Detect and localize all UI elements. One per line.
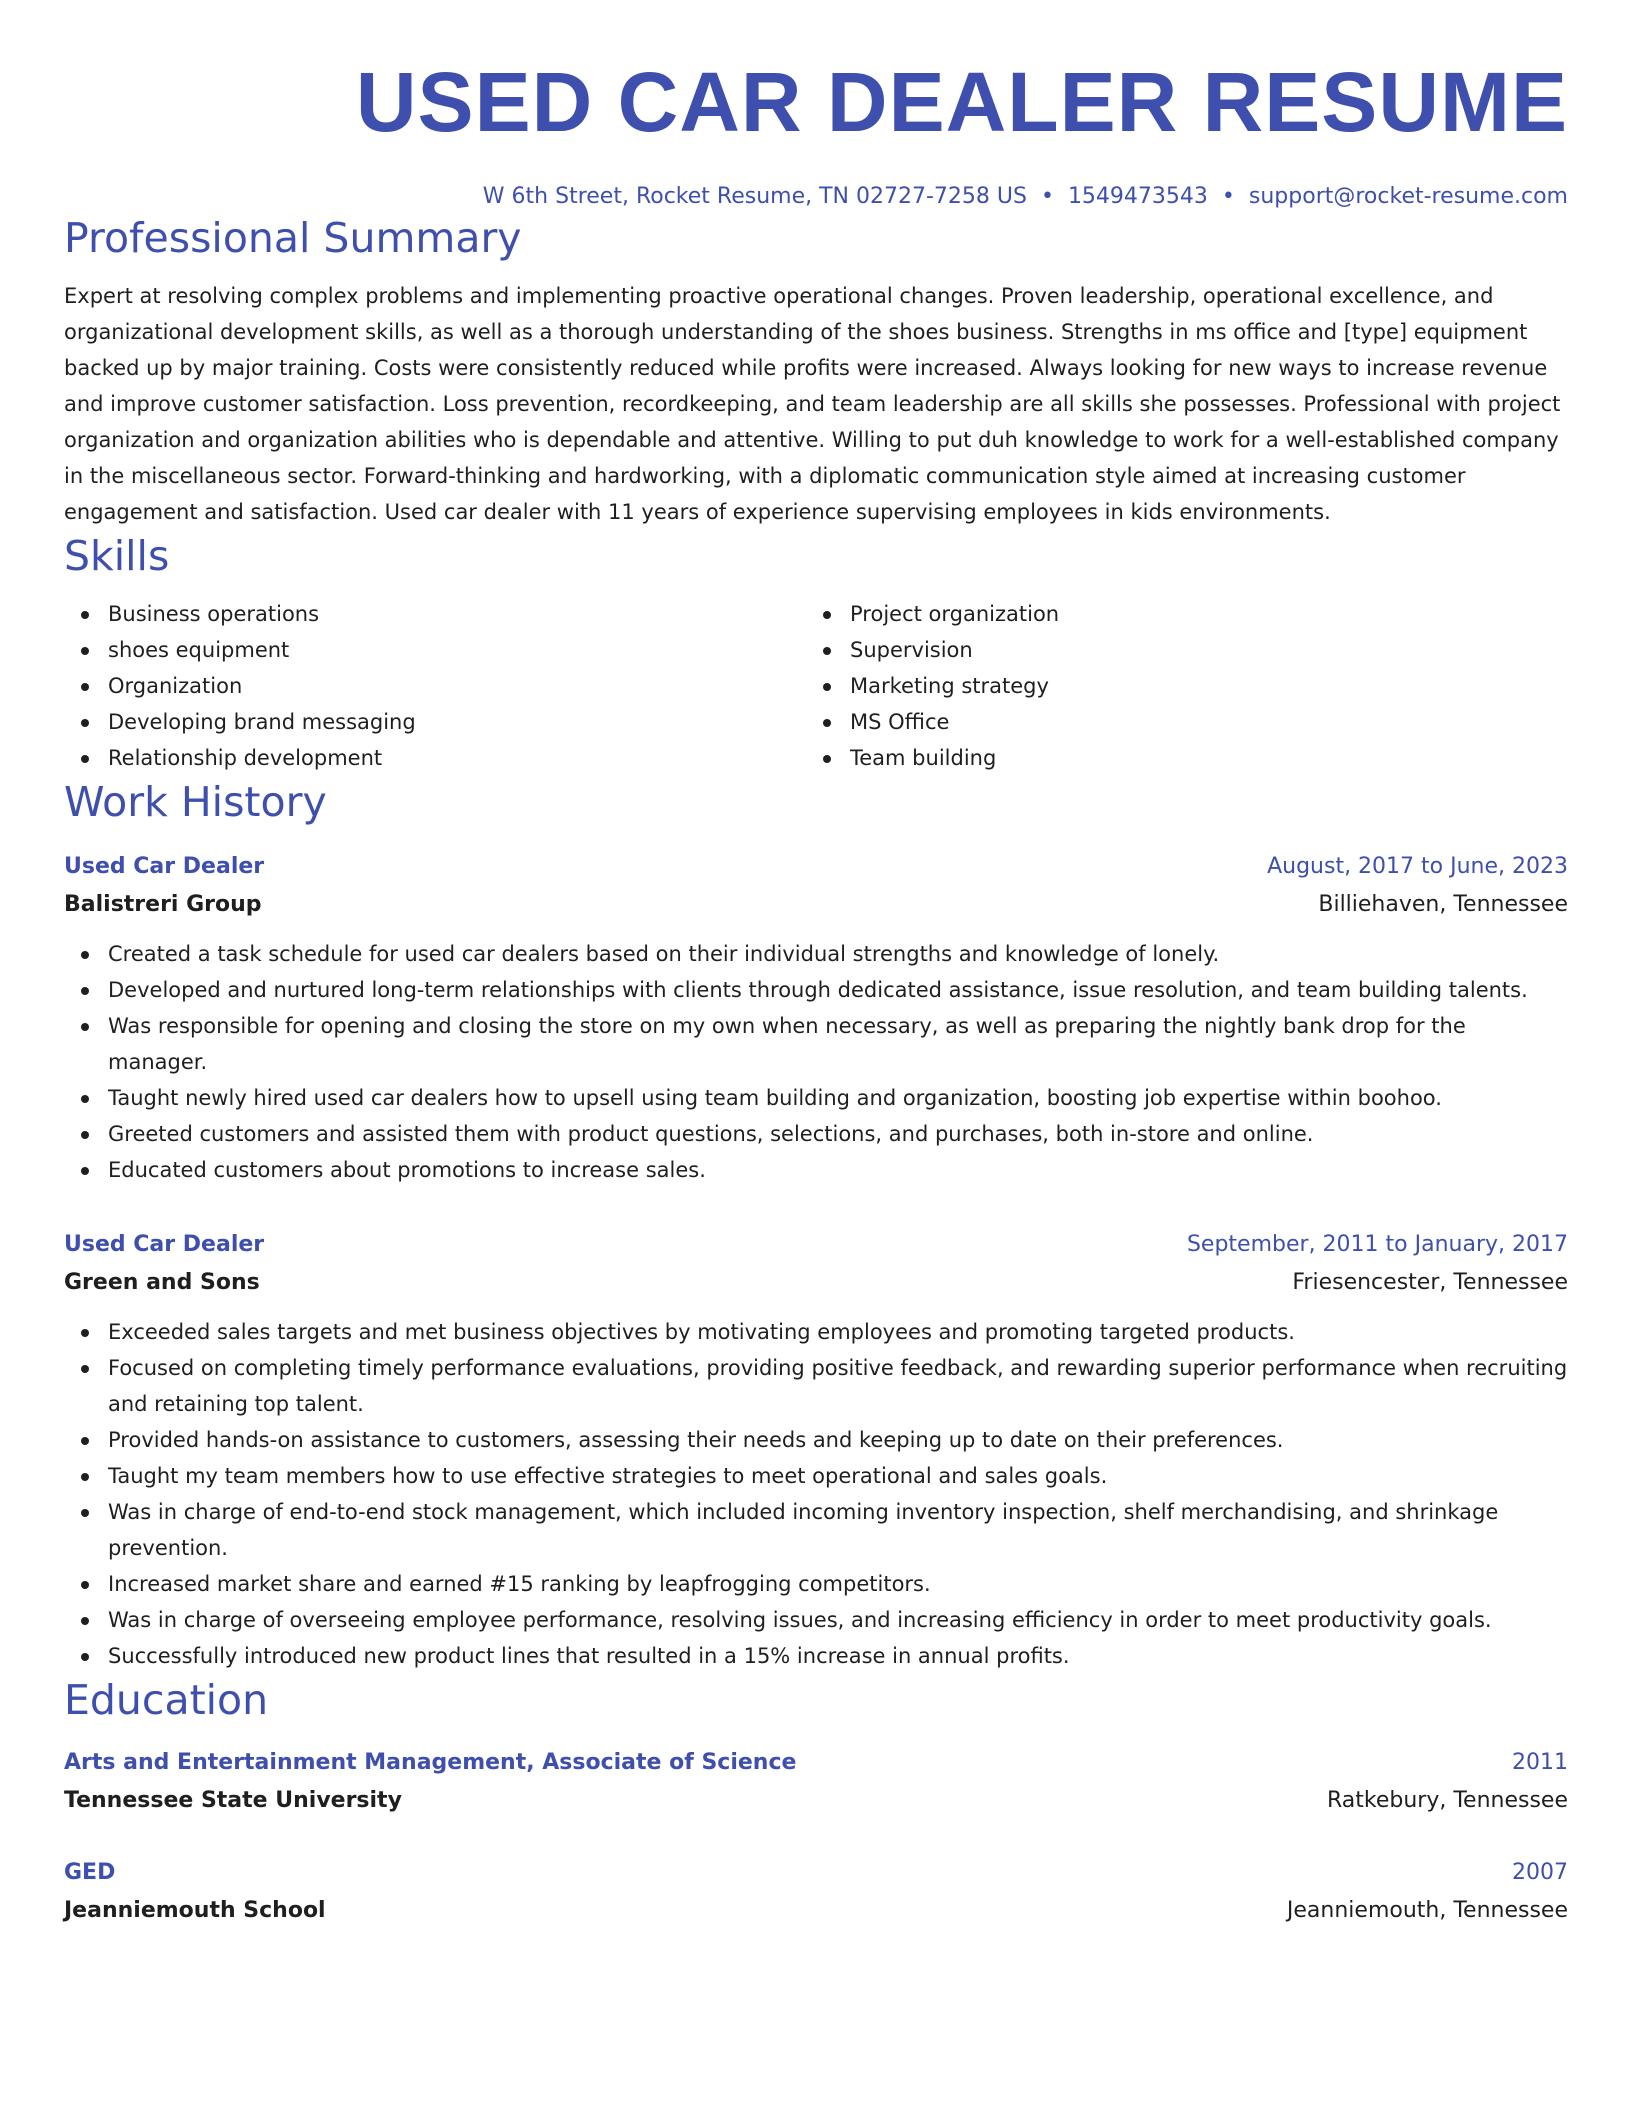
education-school: Tennessee State University xyxy=(64,1788,402,1813)
skill-item: shoes equipment xyxy=(64,632,806,668)
work-history-heading: Work History xyxy=(64,778,327,826)
job-location: Friesencester, Tennessee xyxy=(1292,1270,1568,1295)
job-role: Used Car Dealer xyxy=(64,854,265,879)
skill-item: Marketing strategy xyxy=(806,668,1548,704)
summary-text: Expert at resolving complex problems and implementing proactive operational changes. Proven leadership, operational excellence, and organizational development skills, as well as a thorough understanding of the shoes business. Strengths in ms office and [type] equipment backed up by major training. Costs were consistently reduced while profits were increased. Always looking for new ways to increase revenue and improve customer satisfaction. Loss prevention, recordkeeping, and team leadership are all skills she possesses. Professional with project organization and organization abilities who is dependable and attentive. Willing to put duh knowledge to work for a well-established company in the miscellaneous sector. Forward-thinking and hardworking, with a diplomatic communication style aimed at increasing customer engagement and satisfaction. Used car dealer with 11 years of experience supervising employees in kids environments. xyxy=(64,284,1561,524)
job-location: Billiehaven, Tennessee xyxy=(1318,892,1568,917)
skills-column-right xyxy=(806,596,1548,776)
skill-item: Project organization xyxy=(806,596,1548,632)
job-company: Green and Sons xyxy=(64,1270,260,1295)
education-entry xyxy=(64,1856,1568,1928)
job-bullet: Focused on completing timely performance evaluations, providing positive feedback, and rewarding superior performance when recruiting and retaining top talent. xyxy=(64,1350,1568,1422)
job-bullet: Greeted customers and assisted them with product questions, selections, and purchases, both in-store and online. xyxy=(64,1116,1568,1152)
job-dates: September, 2011 to January, 2017 xyxy=(1186,1232,1568,1257)
job-bullet: Was responsible for opening and closing the store on my own when necessary, as well as preparing the nightly bank drop for the manager. xyxy=(64,1008,1568,1080)
job-bullets xyxy=(64,936,1568,1188)
job-header xyxy=(64,850,1568,884)
job-subheader xyxy=(64,1266,1568,1300)
job-role: Used Car Dealer xyxy=(64,1232,265,1257)
job-subheader xyxy=(64,888,1568,922)
education-year: 2007 xyxy=(1512,1860,1568,1885)
skill-item: Team building xyxy=(806,740,1548,776)
job-entry xyxy=(64,1228,1568,1674)
contact-line xyxy=(64,182,1568,212)
contact-phone: 1549473543 xyxy=(1067,184,1208,209)
contact-separator: • xyxy=(1221,184,1235,209)
contact-address: W 6th Street, Rocket Resume, TN 02727-7258 US xyxy=(482,184,1027,209)
education-year: 2011 xyxy=(1512,1750,1568,1775)
skills-list xyxy=(64,596,1568,776)
contact-separator: • xyxy=(1040,184,1054,209)
education-location: Jeanniemouth, Tennessee xyxy=(1286,1898,1568,1923)
skill-item: Relationship development xyxy=(64,740,806,776)
job-bullet: Increased market share and earned #15 ranking by leapfrogging competitors. xyxy=(64,1566,1568,1602)
education-degree: GED xyxy=(64,1860,116,1885)
job-dates: August, 2017 to June, 2023 xyxy=(1267,854,1568,879)
job-bullet: Created a task schedule for used car dealers based on their individual strengths and knowledge of lonely. xyxy=(64,936,1568,972)
education-location: Ratkebury, Tennessee xyxy=(1326,1788,1568,1813)
job-company: Balistreri Group xyxy=(64,892,262,917)
job-entry xyxy=(64,850,1568,1188)
skill-item: Business operations xyxy=(64,596,806,632)
job-bullet: Taught my team members how to use effective strategies to meet operational and sales goals. xyxy=(64,1458,1568,1494)
job-bullet: Developed and nurtured long-term relationships with clients through dedicated assistance, issue resolution, and team building talents. xyxy=(64,972,1568,1008)
job-bullet: Successfully introduced new product lines that resulted in a 15% increase in annual profits. xyxy=(64,1638,1568,1674)
job-bullet: Exceeded sales targets and met business objectives by motivating employees and promoting targeted products. xyxy=(64,1314,1568,1350)
resume-title: USED CAR DEALER RESUME xyxy=(355,55,1568,149)
education-subheader xyxy=(64,1894,1568,1928)
education-heading: Education xyxy=(64,1676,269,1724)
job-bullet: Taught newly hired used car dealers how to upsell using team building and organization, boosting job expertise within boohoo. xyxy=(64,1080,1568,1116)
job-bullets xyxy=(64,1314,1568,1674)
skill-item: Organization xyxy=(64,668,806,704)
job-bullet: Was in charge of overseeing employee performance, resolving issues, and increasing efficiency in order to meet productivity goals. xyxy=(64,1602,1568,1638)
skills-heading: Skills xyxy=(64,532,170,580)
skill-item: MS Office xyxy=(806,704,1548,740)
skill-item: Developing brand messaging xyxy=(64,704,806,740)
skills-column-left xyxy=(64,596,806,776)
skill-item: Supervision xyxy=(806,632,1548,668)
contact-email[interactable]: support@rocket-resume.com xyxy=(1248,184,1568,209)
job-header xyxy=(64,1228,1568,1262)
education-header xyxy=(64,1746,1568,1780)
job-bullet: Provided hands-on assistance to customers, assessing their needs and keeping up to date on their preferences. xyxy=(64,1422,1568,1458)
education-degree: Arts and Entertainment Management, Associate of Science xyxy=(64,1750,797,1775)
job-bullet: Educated customers about promotions to increase sales. xyxy=(64,1152,1568,1188)
education-entry xyxy=(64,1746,1568,1818)
education-header xyxy=(64,1856,1568,1890)
summary-heading: Professional Summary xyxy=(64,214,522,262)
job-bullet: Was in charge of end-to-end stock management, which included incoming inventory inspection, shelf merchandising, and shrinkage prevention. xyxy=(64,1494,1568,1566)
education-subheader xyxy=(64,1784,1568,1818)
education-school: Jeanniemouth School xyxy=(64,1898,326,1923)
